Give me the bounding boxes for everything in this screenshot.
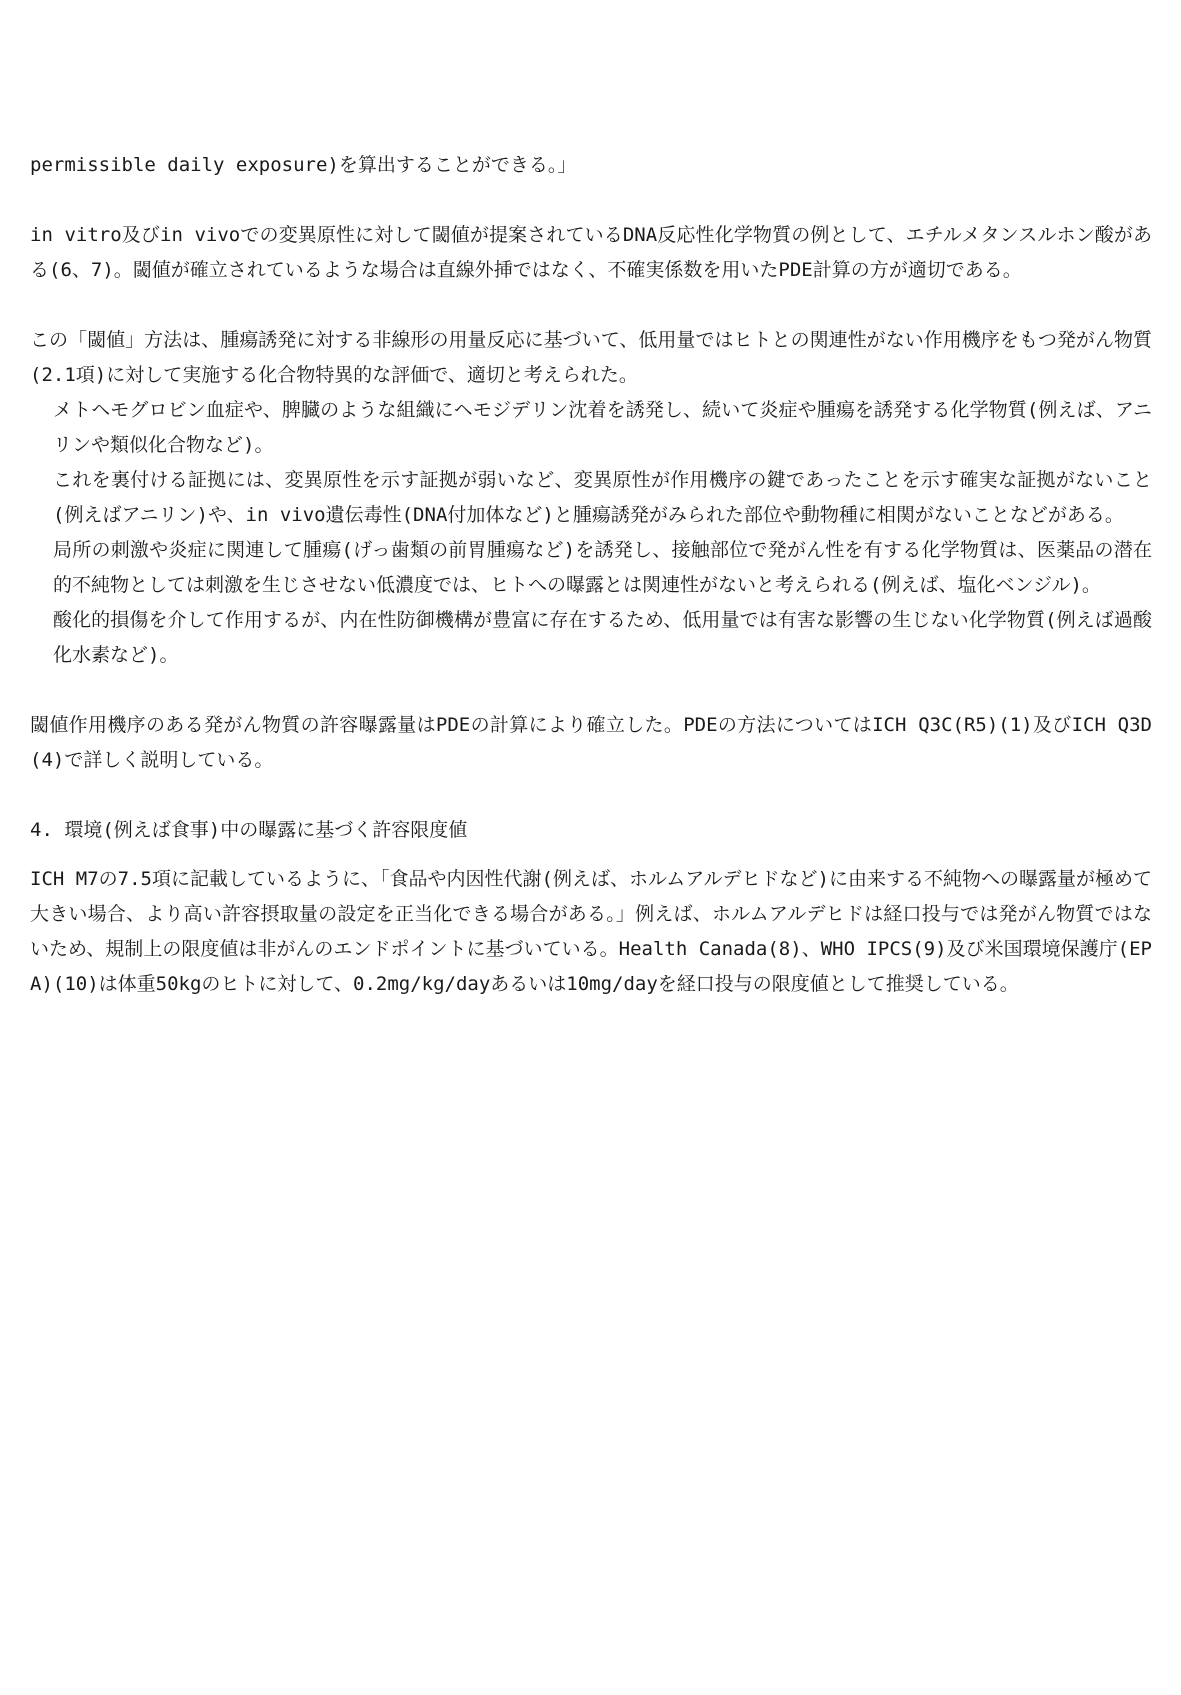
paragraph-gap: [30, 778, 1152, 813]
list-item: 酸化的損傷を介して作用するが、内在性防御機構が豊富に存在するため、低用量では有害な影響の生じない化学物質(例えば過酸化水素など)。: [53, 609, 1152, 666]
document-page: [30, 148, 1152, 1002]
paragraph-gap: [30, 673, 1152, 708]
section-heading: 4. 環境(例えば食事)中の曝露に基づく許容限度値: [30, 819, 468, 841]
paragraph-gap: [30, 288, 1152, 323]
paragraph-pde-continuation: permissible daily exposure)を算出することができる。」: [30, 154, 577, 176]
paragraph-environmental-limits: ICH M7の7.5項に記載しているように、「食品や内因性代謝(例えば、ホルムアルデヒドなど)に由来する不純物への曝露量が極めて大きい場合、より高い許容摂取量の設定を正当化できる場合がある。」例えば、ホルムアルデヒドは経口投与では発がん物質ではないため、規制上の限度値は非がんのエンドポイントに基づいている。Health Canada(8)、WHO IPCS(9)及び米国環境保護庁(EPA)(10)は体重50kgのヒトに対して、0.2mg/kg/dayあるいは10mg/dayを経口投与の限度値として推奨している。: [30, 868, 1152, 995]
paragraph-gap: [30, 848, 1152, 862]
list-item: メトヘモグロビン血症や、脾臓のような組織にヘモジデリン沈着を誘発し、続いて炎症や腫瘍を誘発する化学物質(例えば、アニリンや類似化合物など)。: [53, 399, 1152, 456]
list-item: これを裏付ける証拠には、変異原性を示す証拠が弱いなど、変異原性が作用機序の鍵であったことを示す確実な証拠がないこと(例えばアニリン)や、in vivo遺伝毒性(DNA付加体など)と腫瘍誘発がみられた部位や動物種に相関がないことなどがある。: [53, 469, 1152, 526]
paragraph-pde-method: 閾値作用機序のある発がん物質の許容曝露量はPDEの計算により確立した。PDEの方法についてはICH Q3C(R5)(1)及びICH Q3D(4)で詳しく説明している。: [30, 714, 1152, 771]
list-item: 局所の刺激や炎症に関連して腫瘍(げっ歯類の前胃腫瘍など)を誘発し、接触部位で発がん性を有する化学物質は、医薬品の潜在的不純物としては刺激を生じさせない低濃度では、ヒトへの曝露とは関連性がないと考えられる(例えば、塩化ベンジル)。: [53, 539, 1152, 596]
paragraph-gap: [30, 183, 1152, 218]
paragraph-threshold-method: この「閾値」方法は、腫瘍誘発に対する非線形の用量反応に基づいて、低用量ではヒトとの関連性がない作用機序をもつ発がん物質(2.1項)に対して実施する化合物特異的な評価で、適切と考えられた。: [30, 329, 1152, 386]
paragraph-threshold-example: in vitro及びin vivoでの変異原性に対して閾値が提案されているDNA反応性化学物質の例として、エチルメタンスルホン酸がある(6、7)。閾値が確立されているような場合は直線外挿ではなく、不確実係数を用いたPDE計算の方が適切である。: [30, 224, 1152, 281]
